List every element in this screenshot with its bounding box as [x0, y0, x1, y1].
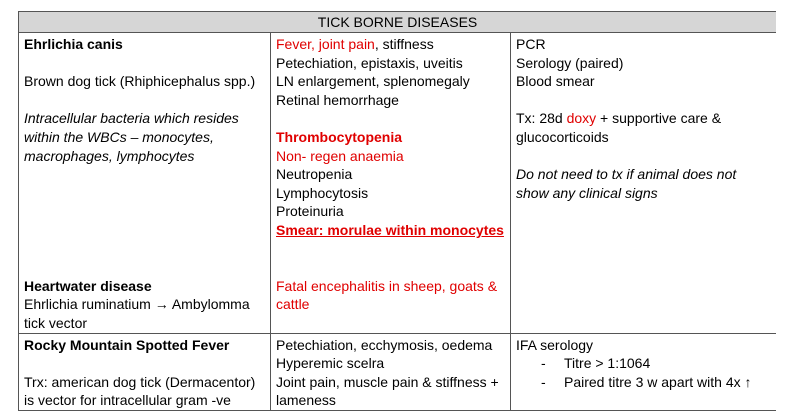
rmsf-sign-1: Petechiation, ecchymosis, oedema [276, 336, 493, 353]
rmsf-info-cell [19, 333, 271, 410]
table-title: TICK BORNE DISEASES [19, 12, 777, 33]
signs-fever-line [276, 35, 506, 54]
signs-line-2: Petechiation, epistaxis, uveitis [276, 54, 463, 71]
rmsf-name: Rocky Mountain Spotted Fever [24, 336, 230, 353]
diagnosis-blood-smear: Blood smear [516, 73, 595, 90]
fever-joint-pain: Fever, joint pain [276, 36, 375, 52]
treatment-note: Do not need to tx if animal does not show any clinical signs [516, 166, 737, 201]
stiffness: , stiffness [374, 36, 434, 52]
ehrlichia-vector: Brown dog tick (Rhiphicephalus spp.) [24, 73, 256, 90]
ehrlichia-name: Ehrlichia canis [24, 36, 123, 52]
rmsf-diag-item-2: - Paired titre 3 w apart with 4x ↑ [541, 373, 752, 390]
lymphocytosis: Lymphocytosis [276, 184, 369, 201]
heartwater-name: Heartwater disease [24, 277, 152, 294]
thrombocytopenia: Thrombocytopenia [276, 128, 403, 145]
rmsf-sign-3: Joint pain, muscle pain & stiffness + lameness [276, 373, 499, 409]
diagnosis-serology: Serology (paired) [516, 54, 624, 71]
ehrlichia-description: Intracellular bacteria which resides within the WBCs – monocytes, macrophages, lymphocytes [24, 110, 239, 164]
rmsf-sign-2: Hyperemic scelra [276, 355, 385, 372]
signs-line-4: Retinal hemorrhage [276, 91, 399, 108]
ehrlichia-diagnosis-cell [511, 33, 777, 334]
ehrlichia-signs-cell [271, 33, 511, 334]
rmsf-ifa-serology: IFA serology [516, 336, 594, 353]
treatment-drug: doxy [566, 110, 597, 127]
tick-borne-diseases-table [18, 11, 776, 411]
table-row-ehrlichia [19, 33, 777, 334]
rmsf-diag-item-1: - Titre > 1:1064 [541, 355, 651, 372]
document-page [18, 11, 776, 411]
diagnosis-pcr: PCR [516, 36, 546, 52]
treatment-suffix: + supportive care & glucocorticoids [516, 110, 722, 145]
treatment-prefix: Tx: 28d [516, 110, 567, 127]
treatment-text [516, 109, 772, 146]
smear-morulae: Smear: morulae within monocytes [276, 221, 504, 238]
signs-line-3: LN enlargement, splenomegaly [276, 73, 470, 90]
proteinuria: Proteinuria [276, 203, 344, 220]
table-row-rmsf [19, 333, 777, 410]
ehrlichia-info-cell [19, 33, 271, 334]
rmsf-vector: Trx: american dog tick (Dermacentor) is vector for intracellular gram -ve [24, 373, 256, 409]
heartwater-vector: Ehrlichia ruminatium → Ambylomma tick vector [24, 296, 250, 331]
rmsf-diagnosis-cell [511, 333, 777, 410]
non-regen-anaemia: Non- regen anaemia [276, 147, 404, 164]
rmsf-signs-cell [271, 333, 511, 410]
heartwater-signs: Fatal encephalitis in sheep, goats & cattle [276, 277, 498, 313]
neutropenia: Neutropenia [276, 166, 353, 183]
